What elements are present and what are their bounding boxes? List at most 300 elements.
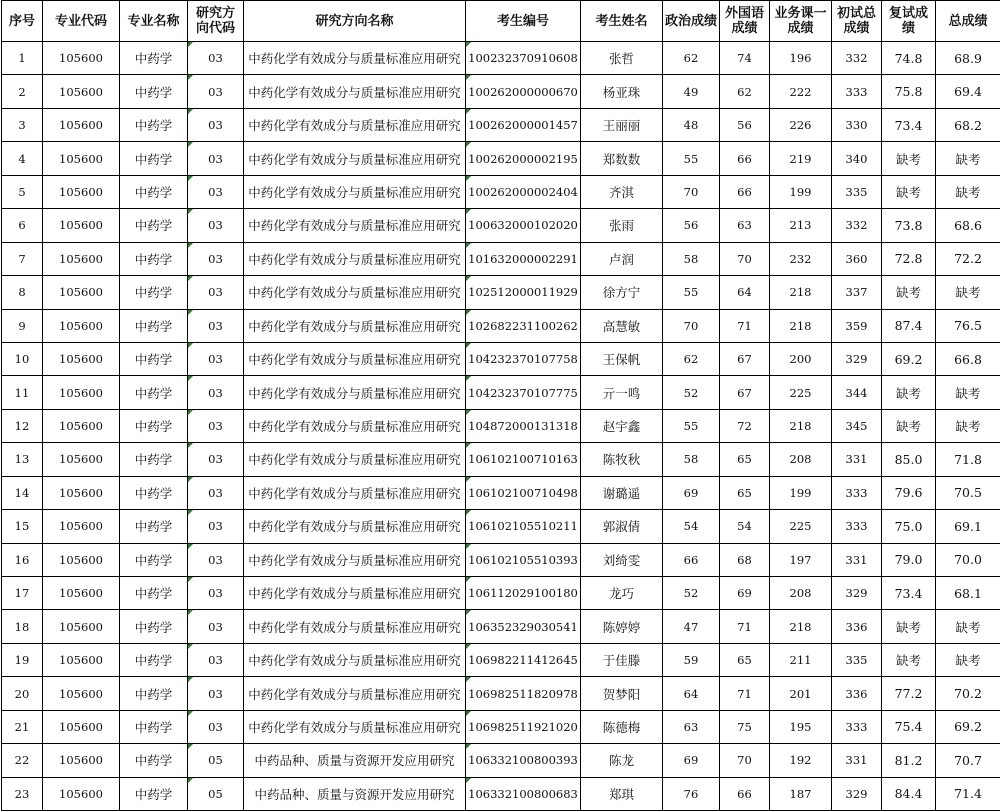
cell-candidate-name: 贺梦阳 <box>581 677 663 710</box>
cell-direction-code: 03 <box>188 577 244 610</box>
cell-foreign-language: 65 <box>720 476 770 509</box>
cell-retest: 75.4 <box>882 710 936 743</box>
cell-direction-code: 03 <box>188 42 244 75</box>
cell-course-one: 218 <box>770 610 832 643</box>
cell-candidate-id: 100262000000670 <box>466 75 581 108</box>
cell-major-name: 中药学 <box>120 443 188 476</box>
cell-total: 68.6 <box>936 209 1000 242</box>
header-major-name: 专业名称 <box>120 1 188 42</box>
cell-major-code: 105600 <box>43 42 120 75</box>
cell-major-code: 105600 <box>43 108 120 141</box>
cell-candidate-name: 卢润 <box>581 242 663 275</box>
table-row <box>2 108 1000 141</box>
cell-politics: 62 <box>663 342 720 375</box>
cell-preliminary-total: 344 <box>832 376 882 409</box>
header-preliminary-total: 初试总成绩 <box>832 1 882 42</box>
cell-foreign-language: 63 <box>720 209 770 242</box>
cell-preliminary-total: 337 <box>832 276 882 309</box>
cell-foreign-language: 71 <box>720 309 770 342</box>
cell-candidate-id: 106102105510211 <box>466 510 581 543</box>
header-direction-name: 研究方向名称 <box>244 1 466 42</box>
cell-total: 72.2 <box>936 242 1000 275</box>
cell-course-one: 213 <box>770 209 832 242</box>
cell-retest: 73.4 <box>882 577 936 610</box>
cell-foreign-language: 64 <box>720 276 770 309</box>
cell-direction-code: 03 <box>188 476 244 509</box>
cell-retest: 73.8 <box>882 209 936 242</box>
cell-politics: 70 <box>663 175 720 208</box>
cell-direction-code: 03 <box>188 510 244 543</box>
cell-major-name: 中药学 <box>120 476 188 509</box>
cell-direction-name: 中药化学有效成分与质量标准应用研究 <box>244 376 466 409</box>
cell-direction-name: 中药化学有效成分与质量标准应用研究 <box>244 75 466 108</box>
cell-direction-code: 03 <box>188 342 244 375</box>
cell-preliminary-total: 335 <box>832 175 882 208</box>
cell-candidate-id: 100232370910608 <box>466 42 581 75</box>
cell-candidate-name: 陈德梅 <box>581 710 663 743</box>
cell-major-code: 105600 <box>43 610 120 643</box>
cell-course-one: 192 <box>770 744 832 777</box>
cell-major-code: 105600 <box>43 643 120 676</box>
cell-retest: 75.8 <box>882 75 936 108</box>
cell-major-name: 中药学 <box>120 409 188 442</box>
cell-direction-code: 03 <box>188 75 244 108</box>
cell-direction-name: 中药化学有效成分与质量标准应用研究 <box>244 510 466 543</box>
cell-candidate-id: 106332100800393 <box>466 744 581 777</box>
cell-foreign-language: 54 <box>720 510 770 543</box>
cell-major-code: 105600 <box>43 276 120 309</box>
cell-preliminary-total: 333 <box>832 476 882 509</box>
cell-candidate-name: 郑琪 <box>581 777 663 810</box>
cell-politics: 70 <box>663 309 720 342</box>
cell-candidate-name: 陈牧秋 <box>581 443 663 476</box>
cell-politics: 58 <box>663 443 720 476</box>
cell-course-one: 211 <box>770 643 832 676</box>
cell-foreign-language: 56 <box>720 108 770 141</box>
cell-total: 缺考 <box>936 175 1000 208</box>
cell-retest: 77.2 <box>882 677 936 710</box>
cell-candidate-name: 齐淇 <box>581 175 663 208</box>
cell-foreign-language: 62 <box>720 75 770 108</box>
cell-direction-name: 中药品种、质量与资源开发应用研究 <box>244 777 466 810</box>
table-row <box>2 409 1000 442</box>
cell-retest: 缺考 <box>882 409 936 442</box>
cell-candidate-id: 106352329030541 <box>466 610 581 643</box>
cell-candidate-id: 106982511921020 <box>466 710 581 743</box>
cell-major-name: 中药学 <box>120 42 188 75</box>
cell-direction-name: 中药化学有效成分与质量标准应用研究 <box>244 209 466 242</box>
table-row <box>2 242 1000 275</box>
cell-retest: 75.0 <box>882 510 936 543</box>
table-body <box>2 42 1000 811</box>
cell-candidate-name: 陈龙 <box>581 744 663 777</box>
cell-retest: 73.4 <box>882 108 936 141</box>
cell-major-code: 105600 <box>43 577 120 610</box>
cell-politics: 76 <box>663 777 720 810</box>
cell-candidate-name: 刘绮雯 <box>581 543 663 576</box>
table-row <box>2 75 1000 108</box>
cell-major-code: 105600 <box>43 175 120 208</box>
header-candidate-name: 考生姓名 <box>581 1 663 42</box>
cell-course-one: 222 <box>770 75 832 108</box>
cell-candidate-id: 104232370107758 <box>466 342 581 375</box>
cell-major-code: 105600 <box>43 443 120 476</box>
cell-retest: 缺考 <box>882 175 936 208</box>
cell-direction-code: 03 <box>188 610 244 643</box>
cell-course-one: 195 <box>770 710 832 743</box>
cell-candidate-name: 赵宇鑫 <box>581 409 663 442</box>
cell-index: 2 <box>2 75 43 108</box>
cell-direction-code: 03 <box>188 409 244 442</box>
cell-direction-code: 03 <box>188 142 244 175</box>
cell-major-code: 105600 <box>43 677 120 710</box>
table-row <box>2 142 1000 175</box>
cell-politics: 49 <box>663 75 720 108</box>
cell-major-name: 中药学 <box>120 75 188 108</box>
cell-retest: 87.4 <box>882 309 936 342</box>
cell-total: 76.5 <box>936 309 1000 342</box>
cell-major-name: 中药学 <box>120 744 188 777</box>
cell-preliminary-total: 332 <box>832 209 882 242</box>
cell-index: 4 <box>2 142 43 175</box>
cell-politics: 62 <box>663 42 720 75</box>
cell-total: 69.1 <box>936 510 1000 543</box>
cell-index: 8 <box>2 276 43 309</box>
cell-index: 14 <box>2 476 43 509</box>
cell-major-code: 105600 <box>43 75 120 108</box>
table-row <box>2 677 1000 710</box>
table-row <box>2 710 1000 743</box>
cell-politics: 64 <box>663 677 720 710</box>
cell-politics: 69 <box>663 744 720 777</box>
cell-direction-name: 中药化学有效成分与质量标准应用研究 <box>244 175 466 208</box>
cell-retest: 74.8 <box>882 42 936 75</box>
cell-retest: 79.6 <box>882 476 936 509</box>
cell-foreign-language: 67 <box>720 376 770 409</box>
cell-candidate-id: 106982211412645 <box>466 643 581 676</box>
cell-major-name: 中药学 <box>120 276 188 309</box>
cell-major-name: 中药学 <box>120 175 188 208</box>
cell-retest: 缺考 <box>882 276 936 309</box>
header-foreign-language: 外国语成绩 <box>720 1 770 42</box>
cell-course-one: 218 <box>770 309 832 342</box>
cell-retest: 72.8 <box>882 242 936 275</box>
cell-foreign-language: 71 <box>720 677 770 710</box>
cell-direction-name: 中药化学有效成分与质量标准应用研究 <box>244 677 466 710</box>
cell-candidate-name: 王保帆 <box>581 342 663 375</box>
cell-preliminary-total: 331 <box>832 744 882 777</box>
cell-direction-name: 中药化学有效成分与质量标准应用研究 <box>244 42 466 75</box>
cell-direction-code: 03 <box>188 175 244 208</box>
cell-major-code: 105600 <box>43 710 120 743</box>
cell-preliminary-total: 330 <box>832 108 882 141</box>
cell-politics: 66 <box>663 543 720 576</box>
cell-major-code: 105600 <box>43 209 120 242</box>
cell-major-name: 中药学 <box>120 142 188 175</box>
cell-candidate-id: 101632000002291 <box>466 242 581 275</box>
cell-preliminary-total: 335 <box>832 643 882 676</box>
cell-course-one: 225 <box>770 376 832 409</box>
cell-candidate-id: 106112029100180 <box>466 577 581 610</box>
cell-index: 1 <box>2 42 43 75</box>
cell-preliminary-total: 329 <box>832 577 882 610</box>
cell-course-one: 219 <box>770 142 832 175</box>
cell-preliminary-total: 329 <box>832 777 882 810</box>
cell-foreign-language: 66 <box>720 777 770 810</box>
cell-major-name: 中药学 <box>120 543 188 576</box>
cell-foreign-language: 70 <box>720 242 770 275</box>
cell-major-code: 105600 <box>43 142 120 175</box>
cell-foreign-language: 65 <box>720 443 770 476</box>
cell-direction-name: 中药化学有效成分与质量标准应用研究 <box>244 409 466 442</box>
cell-direction-code: 03 <box>188 543 244 576</box>
cell-preliminary-total: 333 <box>832 710 882 743</box>
cell-direction-code: 05 <box>188 744 244 777</box>
table-row <box>2 443 1000 476</box>
cell-index: 23 <box>2 777 43 810</box>
cell-index: 21 <box>2 710 43 743</box>
cell-course-one: 200 <box>770 342 832 375</box>
cell-major-code: 105600 <box>43 543 120 576</box>
cell-direction-code: 03 <box>188 376 244 409</box>
table-row <box>2 309 1000 342</box>
table-row <box>2 376 1000 409</box>
cell-total: 70.5 <box>936 476 1000 509</box>
cell-major-name: 中药学 <box>120 677 188 710</box>
cell-politics: 56 <box>663 209 720 242</box>
cell-direction-name: 中药品种、质量与资源开发应用研究 <box>244 744 466 777</box>
cell-candidate-id: 106982511820978 <box>466 677 581 710</box>
cell-preliminary-total: 345 <box>832 409 882 442</box>
cell-index: 7 <box>2 242 43 275</box>
cell-politics: 52 <box>663 376 720 409</box>
cell-major-name: 中药学 <box>120 510 188 543</box>
cell-candidate-name: 亓一鸣 <box>581 376 663 409</box>
header-total: 总成绩 <box>936 1 1000 42</box>
cell-politics: 55 <box>663 276 720 309</box>
cell-politics: 48 <box>663 108 720 141</box>
cell-candidate-name: 张哲 <box>581 42 663 75</box>
table-row <box>2 276 1000 309</box>
cell-total: 70.7 <box>936 744 1000 777</box>
cell-retest: 缺考 <box>882 643 936 676</box>
cell-direction-name: 中药化学有效成分与质量标准应用研究 <box>244 577 466 610</box>
cell-total: 68.9 <box>936 42 1000 75</box>
cell-major-name: 中药学 <box>120 577 188 610</box>
cell-candidate-name: 郭淑倩 <box>581 510 663 543</box>
cell-candidate-name: 龙巧 <box>581 577 663 610</box>
cell-politics: 59 <box>663 643 720 676</box>
cell-foreign-language: 72 <box>720 409 770 442</box>
cell-index: 5 <box>2 175 43 208</box>
cell-major-code: 105600 <box>43 744 120 777</box>
cell-major-name: 中药学 <box>120 242 188 275</box>
cell-preliminary-total: 331 <box>832 443 882 476</box>
cell-foreign-language: 67 <box>720 342 770 375</box>
cell-direction-code: 03 <box>188 242 244 275</box>
cell-candidate-name: 王丽丽 <box>581 108 663 141</box>
cell-major-code: 105600 <box>43 242 120 275</box>
cell-direction-code: 03 <box>188 443 244 476</box>
cell-course-one: 196 <box>770 42 832 75</box>
cell-candidate-name: 杨亚珠 <box>581 75 663 108</box>
cell-direction-code: 03 <box>188 643 244 676</box>
cell-major-name: 中药学 <box>120 108 188 141</box>
cell-politics: 55 <box>663 142 720 175</box>
cell-direction-name: 中药化学有效成分与质量标准应用研究 <box>244 443 466 476</box>
cell-course-one: 199 <box>770 476 832 509</box>
cell-candidate-id: 100262000002195 <box>466 142 581 175</box>
cell-total: 缺考 <box>936 276 1000 309</box>
cell-total: 69.4 <box>936 75 1000 108</box>
cell-major-name: 中药学 <box>120 376 188 409</box>
cell-index: 20 <box>2 677 43 710</box>
cell-direction-code: 03 <box>188 677 244 710</box>
cell-retest: 缺考 <box>882 142 936 175</box>
cell-total: 缺考 <box>936 643 1000 676</box>
cell-total: 缺考 <box>936 376 1000 409</box>
cell-course-one: 187 <box>770 777 832 810</box>
cell-politics: 54 <box>663 510 720 543</box>
table-row <box>2 577 1000 610</box>
cell-candidate-name: 张雨 <box>581 209 663 242</box>
cell-preliminary-total: 360 <box>832 242 882 275</box>
cell-direction-code: 03 <box>188 710 244 743</box>
cell-major-code: 105600 <box>43 777 120 810</box>
cell-candidate-name: 谢璐遥 <box>581 476 663 509</box>
cell-retest: 85.0 <box>882 443 936 476</box>
cell-direction-name: 中药化学有效成分与质量标准应用研究 <box>244 643 466 676</box>
cell-total: 70.0 <box>936 543 1000 576</box>
table-row <box>2 175 1000 208</box>
cell-index: 18 <box>2 610 43 643</box>
cell-direction-code: 05 <box>188 777 244 810</box>
cell-preliminary-total: 329 <box>832 342 882 375</box>
header-index: 序号 <box>2 1 43 42</box>
score-table <box>1 0 1000 811</box>
cell-total: 71.8 <box>936 443 1000 476</box>
cell-preliminary-total: 331 <box>832 543 882 576</box>
cell-preliminary-total: 359 <box>832 309 882 342</box>
cell-total: 69.2 <box>936 710 1000 743</box>
cell-candidate-id: 106102105510393 <box>466 543 581 576</box>
table-row <box>2 543 1000 576</box>
cell-course-one: 218 <box>770 276 832 309</box>
cell-retest: 81.2 <box>882 744 936 777</box>
cell-total: 68.1 <box>936 577 1000 610</box>
cell-course-one: 208 <box>770 577 832 610</box>
cell-candidate-id: 106102100710163 <box>466 443 581 476</box>
table-row <box>2 777 1000 810</box>
cell-foreign-language: 66 <box>720 175 770 208</box>
cell-foreign-language: 74 <box>720 42 770 75</box>
cell-course-one: 197 <box>770 543 832 576</box>
cell-politics: 55 <box>663 409 720 442</box>
cell-course-one: 226 <box>770 108 832 141</box>
cell-direction-name: 中药化学有效成分与质量标准应用研究 <box>244 309 466 342</box>
cell-foreign-language: 75 <box>720 710 770 743</box>
header-major-code: 专业代码 <box>43 1 120 42</box>
header-direction-code: 研究方向代码 <box>188 1 244 42</box>
cell-candidate-name: 陈婷婷 <box>581 610 663 643</box>
cell-total: 71.4 <box>936 777 1000 810</box>
cell-candidate-id: 106332100800683 <box>466 777 581 810</box>
cell-index: 17 <box>2 577 43 610</box>
cell-direction-name: 中药化学有效成分与质量标准应用研究 <box>244 476 466 509</box>
cell-major-name: 中药学 <box>120 643 188 676</box>
cell-major-name: 中药学 <box>120 710 188 743</box>
cell-foreign-language: 68 <box>720 543 770 576</box>
cell-preliminary-total: 332 <box>832 42 882 75</box>
cell-foreign-language: 70 <box>720 744 770 777</box>
cell-total: 缺考 <box>936 142 1000 175</box>
cell-total: 68.2 <box>936 108 1000 141</box>
cell-total: 缺考 <box>936 610 1000 643</box>
cell-retest: 缺考 <box>882 376 936 409</box>
cell-direction-name: 中药化学有效成分与质量标准应用研究 <box>244 710 466 743</box>
cell-candidate-id: 104232370107775 <box>466 376 581 409</box>
cell-course-one: 232 <box>770 242 832 275</box>
cell-course-one: 208 <box>770 443 832 476</box>
cell-total: 66.8 <box>936 342 1000 375</box>
cell-direction-name: 中药化学有效成分与质量标准应用研究 <box>244 276 466 309</box>
table-row <box>2 610 1000 643</box>
cell-index: 11 <box>2 376 43 409</box>
cell-candidate-name: 徐方宁 <box>581 276 663 309</box>
header-candidate-id: 考生编号 <box>466 1 581 42</box>
cell-direction-code: 03 <box>188 108 244 141</box>
cell-major-code: 105600 <box>43 409 120 442</box>
cell-major-code: 105600 <box>43 476 120 509</box>
cell-foreign-language: 71 <box>720 610 770 643</box>
cell-retest: 84.4 <box>882 777 936 810</box>
header-retest: 复试成绩 <box>882 1 936 42</box>
cell-major-name: 中药学 <box>120 342 188 375</box>
header-course-one: 业务课一成绩 <box>770 1 832 42</box>
cell-total: 70.2 <box>936 677 1000 710</box>
cell-candidate-name: 于佳滕 <box>581 643 663 676</box>
cell-major-name: 中药学 <box>120 309 188 342</box>
cell-candidate-id: 100262000001457 <box>466 108 581 141</box>
cell-candidate-name: 郑数数 <box>581 142 663 175</box>
table-row <box>2 510 1000 543</box>
cell-candidate-id: 102512000011929 <box>466 276 581 309</box>
cell-candidate-id: 104872000131318 <box>466 409 581 442</box>
header-row <box>2 1 1000 42</box>
cell-preliminary-total: 336 <box>832 677 882 710</box>
cell-index: 10 <box>2 342 43 375</box>
table-row <box>2 744 1000 777</box>
cell-candidate-name: 高慧敏 <box>581 309 663 342</box>
cell-politics: 63 <box>663 710 720 743</box>
cell-candidate-id: 100262000002404 <box>466 175 581 208</box>
cell-major-code: 105600 <box>43 309 120 342</box>
cell-major-name: 中药学 <box>120 777 188 810</box>
cell-preliminary-total: 333 <box>832 510 882 543</box>
cell-course-one: 225 <box>770 510 832 543</box>
cell-index: 16 <box>2 543 43 576</box>
cell-preliminary-total: 340 <box>832 142 882 175</box>
cell-course-one: 218 <box>770 409 832 442</box>
cell-major-code: 105600 <box>43 510 120 543</box>
cell-total: 缺考 <box>936 409 1000 442</box>
cell-preliminary-total: 336 <box>832 610 882 643</box>
cell-foreign-language: 65 <box>720 643 770 676</box>
cell-candidate-id: 102682231100262 <box>466 309 581 342</box>
cell-foreign-language: 69 <box>720 577 770 610</box>
cell-politics: 47 <box>663 610 720 643</box>
table-row <box>2 476 1000 509</box>
